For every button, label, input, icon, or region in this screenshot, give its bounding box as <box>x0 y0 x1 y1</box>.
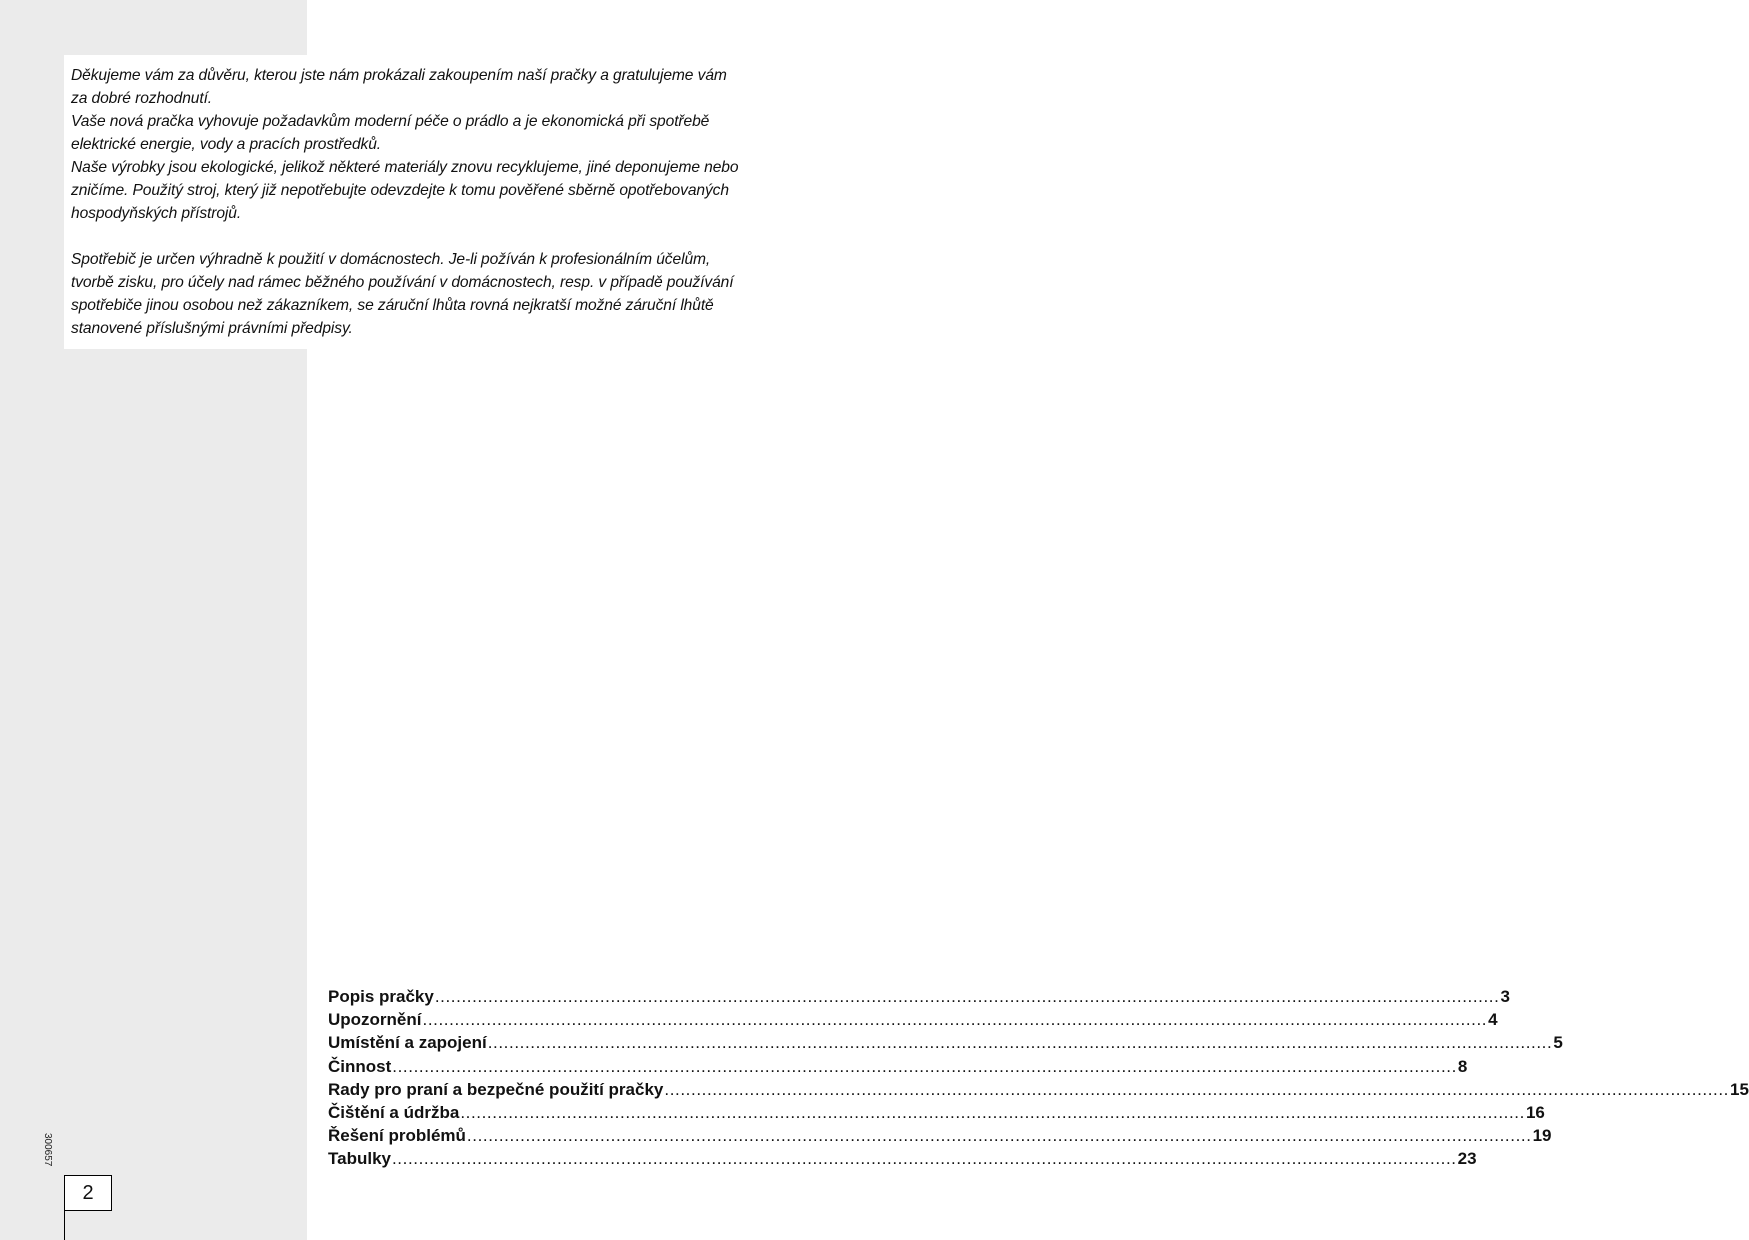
toc-entry[interactable] <box>328 1031 1563 1054</box>
toc-leader: ........................................................................................................................................................................................................ <box>434 987 1500 1006</box>
toc-entry[interactable] <box>328 1055 1468 1078</box>
toc-title: Tabulky <box>328 1149 391 1169</box>
toc-leader: ........................................................................................................................................................................................................ <box>392 1056 1457 1076</box>
intro-line: Spotřebič je určen výhradně k použití v domácnostech. Je-li požíván k profesionálním účelům, <box>71 251 711 268</box>
toc-entry[interactable] <box>328 1124 1552 1147</box>
paragraph-gap <box>71 225 811 248</box>
intro-line: za dobré rozhodnutí. <box>71 90 213 107</box>
intro-line: elektrické energie, vody a pracích prostředků. <box>71 136 382 153</box>
toc-page: 15 <box>1730 1079 1749 1099</box>
toc-entry[interactable] <box>328 985 1510 1008</box>
toc-entry[interactable] <box>328 1101 1545 1124</box>
intro-line: hospodyňských přístrojů. <box>71 205 242 222</box>
toc-leader: ........................................................................................................................................................................................................ <box>460 1103 1525 1123</box>
toc-title: Popis pračky <box>328 987 434 1006</box>
toc-title: Řešení problémů <box>328 1126 466 1146</box>
toc-page: 19 <box>1532 1126 1552 1146</box>
intro-text <box>71 64 811 340</box>
toc-leader: ........................................................................................................................................................................................................ <box>466 1126 1532 1146</box>
page-number-rule <box>64 1209 65 1240</box>
intro-line: stanovené příslušnými právními předpisy. <box>71 320 353 337</box>
intro-line: zničíme. Použitý stroj, který již nepotřebujte odevzdejte k tomu pověřené sběrně opotřebovaných <box>71 182 729 199</box>
toc-entry[interactable] <box>328 1078 1749 1101</box>
toc-leader: ........................................................................................................................................................................................................ <box>487 1033 1553 1053</box>
toc-page: 5 <box>1553 1033 1563 1053</box>
intro-line: Naše výrobky jsou ekologické, jelikož některé materiály znovu recyklujeme, jiné deponujeme nebo <box>71 159 739 176</box>
toc-page: 23 <box>1457 1149 1477 1169</box>
toc-title: Činnost <box>328 1056 392 1076</box>
toc-leader: ........................................................................................................................................................................................................ <box>422 1010 1488 1030</box>
toc-page: 16 <box>1525 1103 1545 1123</box>
document-code: 300657 <box>42 1133 53 1167</box>
toc-title: Upozornění <box>328 1010 422 1030</box>
intro-line: spotřebiče jinou osobou než zákazníkem, se záruční lhůta rovná nejkratší možné záruční lhůtě <box>71 297 714 314</box>
toc-page: 8 <box>1457 1056 1468 1076</box>
toc-title: Čištění a údržba <box>328 1103 460 1123</box>
intro-line: Děkujeme vám za důvěru, kterou jste nám prokázali zakoupením naší pračky a gratulujeme vám <box>71 67 727 84</box>
toc-leader: ........................................................................................................................................................................................................ <box>664 1079 1730 1099</box>
toc-page: 4 <box>1488 1010 1498 1030</box>
intro-line: Vaše nová pračka vyhovuje požadavkům moderní péče o prádlo a je ekonomická při spotřebě <box>71 113 710 130</box>
toc-title: Rady pro praní a bezpečné použití pračky <box>328 1079 664 1099</box>
page-number: 2 <box>64 1175 112 1211</box>
table-of-contents <box>328 985 1749 1171</box>
toc-leader: ........................................................................................................................................................................................................ <box>391 1149 1457 1169</box>
toc-page: 3 <box>1500 987 1510 1006</box>
toc-entry[interactable] <box>328 1147 1477 1170</box>
toc-title: Umístění a zapojení <box>328 1033 487 1053</box>
toc-entry[interactable] <box>328 1008 1498 1031</box>
intro-line: tvorbě zisku, pro účely nad rámec běžného používání v domácnostech, resp. v případě používání <box>71 274 734 291</box>
